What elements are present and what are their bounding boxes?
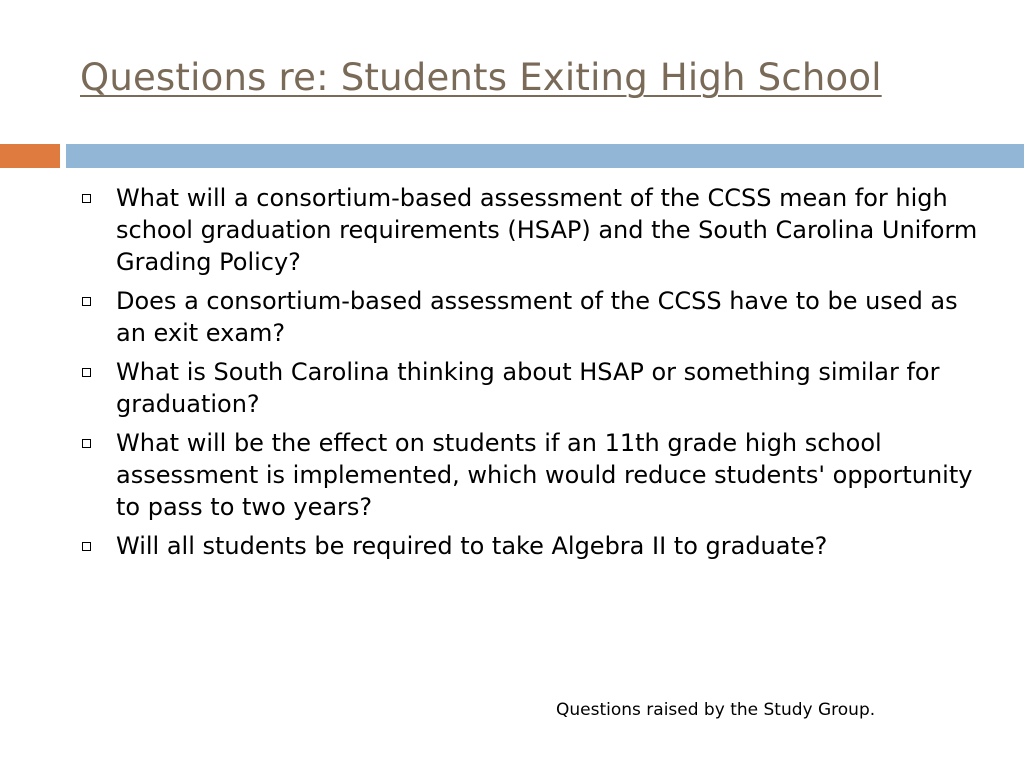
accent-bar-orange <box>0 144 60 168</box>
bullet-item <box>80 427 980 523</box>
bullet-text: What will a consortium-based assessment of the CCSS mean for high school graduation requirements (HSAP) and the South Carolina Uniform Grading Policy? <box>116 184 978 276</box>
bullet-item <box>80 356 980 420</box>
bullet-item <box>80 182 980 278</box>
hollow-square-icon <box>82 297 91 306</box>
hollow-square-icon <box>82 194 91 203</box>
slide-title: Questions re: Students Exiting High School <box>80 56 882 99</box>
bullet-text: What will be the effect on students if an 11th grade high school assessment is implemented, which would reduce students' opportunity to pass to two years? <box>116 429 973 521</box>
accent-bar-blue <box>66 144 1024 168</box>
footnote: Questions raised by the Study Group. <box>556 700 876 720</box>
bullet-text: Does a consortium-based assessment of the CCSS have to be used as an exit exam? <box>116 287 958 347</box>
bullet-text: Will all students be required to take Algebra II to graduate? <box>116 532 828 560</box>
bullet-text: What is South Carolina thinking about HSAP or something similar for graduation? <box>116 358 940 418</box>
hollow-square-icon <box>82 542 91 551</box>
bullet-item <box>80 530 980 562</box>
hollow-square-icon <box>82 368 91 377</box>
bullet-list <box>80 182 980 569</box>
bullet-item <box>80 285 980 349</box>
hollow-square-icon <box>82 439 91 448</box>
